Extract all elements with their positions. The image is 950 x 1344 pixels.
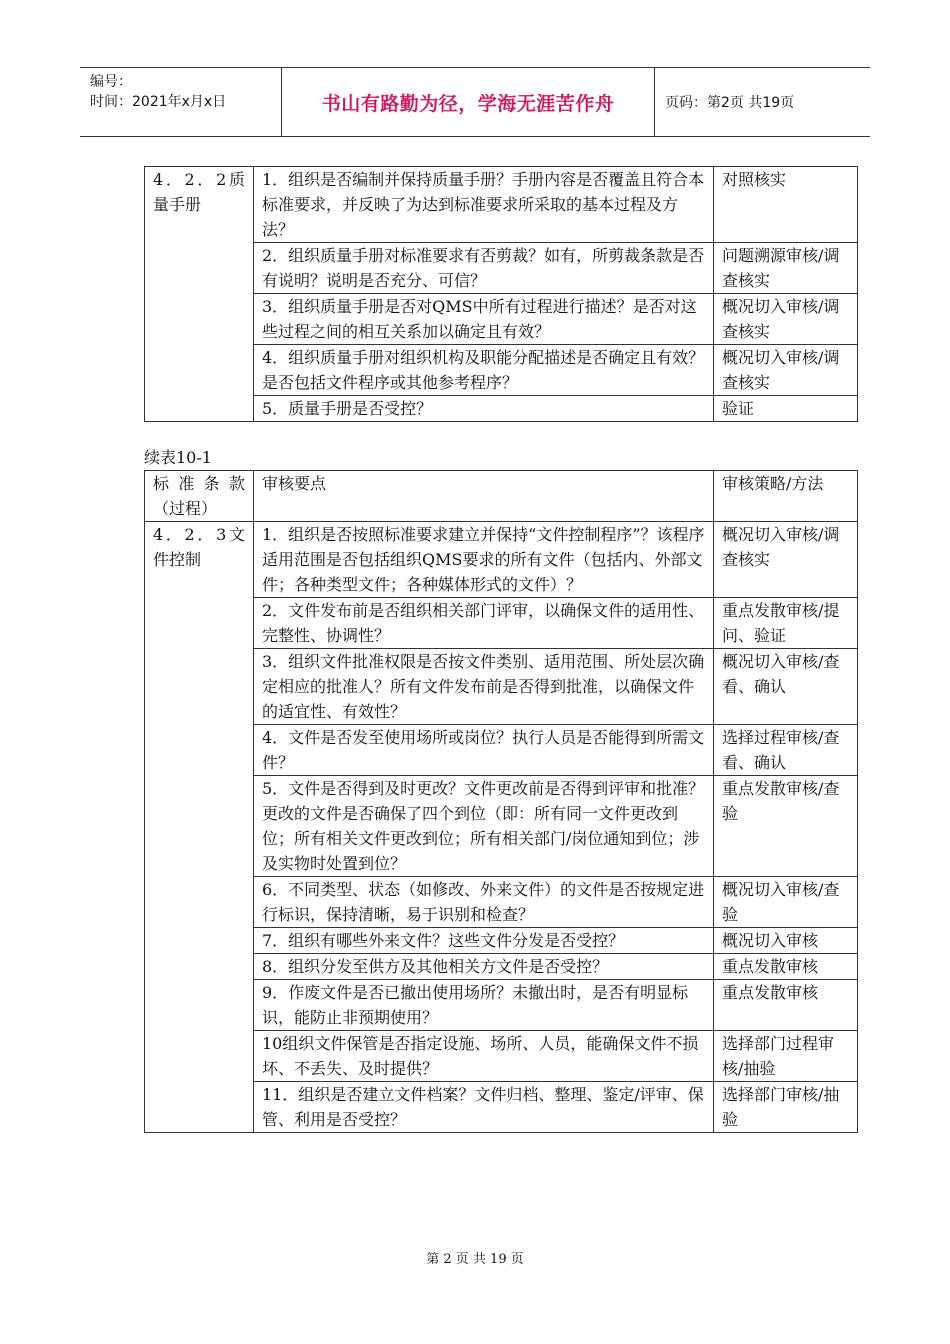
clause-cell: 4．2．3文件控制 bbox=[145, 522, 254, 1133]
audit-method-cell: 对照核实 bbox=[714, 167, 858, 243]
time-label: 时间：2021年x月x日 bbox=[90, 94, 227, 110]
audit-method-cell: 概况切入审核/调查核实 bbox=[714, 294, 858, 345]
audit-point-cell: 1．组织是否编制并保持质量手册？手册内容是否覆盖且符合本标准要求，并反映了为达到标准要求所采取的基本过程及方法？ bbox=[254, 167, 714, 243]
header-point: 审核要点 bbox=[254, 471, 714, 522]
audit-point-cell: 5．文件是否得到及时更改？文件更改前是否得到评审和批准？更改的文件是否确保了四个到位（即：所有同一文件更改到位；所有相关文件更改到位；所有相关部门/岗位通知到位；涉及实物时处置到位？ bbox=[254, 776, 714, 877]
header-method: 审核策略/方法 bbox=[714, 471, 858, 522]
audit-table-quality-manual bbox=[144, 166, 858, 422]
number-label: 编号： bbox=[90, 74, 132, 90]
clause-cell: 4．2．2质量手册 bbox=[145, 167, 254, 422]
audit-point-cell: 2．文件发布前是否组织相关部门评审，以确保文件的适用性、完整性、协调性？ bbox=[254, 598, 714, 649]
audit-point-cell: 8．组织分发至供方及其他相关方文件是否受控？ bbox=[254, 954, 714, 980]
audit-method-cell: 问题溯源审核/调查核实 bbox=[714, 243, 858, 294]
audit-method-cell: 概况切入审核/查看、确认 bbox=[714, 649, 858, 725]
header-motto: 书山有路勤为径，学海无涯苦作舟 bbox=[282, 68, 655, 136]
audit-point-cell: 11．组织是否建立文件档案？文件归档、整理、鉴定/评审、保管、利用是否受控？ bbox=[254, 1082, 714, 1133]
header-page-label: 页码：第2页 共19页 bbox=[665, 95, 795, 111]
page-footer: 第 2 页 共 19 页 bbox=[426, 1252, 524, 1267]
audit-point-cell: 3．组织文件批准权限是否按文件类别、适用范围、所处层次确定相应的批准人？所有文件发布前是否得到批准，以确保文件的适宜性、有效性？ bbox=[254, 649, 714, 725]
audit-method-cell: 概况切入审核/调查核实 bbox=[714, 522, 858, 598]
audit-point-cell: 2．组织质量手册对标准要求有否剪裁？如有，所剪裁条款是否有说明？说明是否充分、可信？ bbox=[254, 243, 714, 294]
audit-point-cell: 7．组织有哪些外来文件？这些文件分发是否受控？ bbox=[254, 928, 714, 954]
audit-point-cell: 1．组织是否按照标准要求建立并保持“文件控制程序”？该程序适用范围是否包括组织QMS要求的所有文件（包括内、外部文件；各种类型文件；各种媒体形式的文件）？ bbox=[254, 522, 714, 598]
audit-method-cell: 选择部门过程审核/抽验 bbox=[714, 1031, 858, 1082]
audit-point-cell: 9．作废文件是否已撤出使用场所？未撤出时，是否有明显标识，能防止非预期使用？ bbox=[254, 980, 714, 1031]
audit-point-cell: 6．不同类型、状态（如修改、外来文件）的文件是否按规定进行标识，保持清晰，易于识别和检查？ bbox=[254, 877, 714, 928]
audit-method-cell: 验证 bbox=[714, 396, 858, 422]
audit-method-cell: 概况切入审核/调查核实 bbox=[714, 345, 858, 396]
audit-method-cell: 概况切入审核/查验 bbox=[714, 877, 858, 928]
table-row bbox=[145, 167, 858, 243]
audit-method-cell: 概况切入审核 bbox=[714, 928, 858, 954]
header-clause: 标准条款（过程） bbox=[145, 471, 254, 522]
audit-method-cell: 选择过程审核/查看、确认 bbox=[714, 725, 858, 776]
audit-point-cell: 5．质量手册是否受控？ bbox=[254, 396, 714, 422]
audit-method-cell: 重点发散审核/查验 bbox=[714, 776, 858, 877]
audit-point-cell: 4．文件是否发至使用场所或岗位？执行人员是否能得到所需文件？ bbox=[254, 725, 714, 776]
audit-point-cell: 4．组织质量手册对组织机构及职能分配描述是否确定且有效？是否包括文件程序或其他参考程序？ bbox=[254, 345, 714, 396]
audit-method-cell: 选择部门审核/抽验 bbox=[714, 1082, 858, 1133]
table-row bbox=[145, 522, 858, 598]
page-header bbox=[80, 67, 870, 137]
audit-method-cell: 重点发散审核/提问、验证 bbox=[714, 598, 858, 649]
audit-table-document-control bbox=[144, 470, 858, 1133]
table-caption: 续表10-1 bbox=[144, 448, 212, 467]
table-header-row bbox=[145, 471, 858, 522]
audit-point-cell: 3．组织质量手册是否对QMS中所有过程进行描述？是否对这些过程之间的相互关系加以确定且有效？ bbox=[254, 294, 714, 345]
audit-point-cell: 10组织文件保管是否指定设施、场所、人员，能确保文件不损坏、不丢失、及时提供？ bbox=[254, 1031, 714, 1082]
header-meta bbox=[80, 68, 282, 136]
audit-method-cell: 重点发散审核 bbox=[714, 954, 858, 980]
audit-method-cell: 重点发散审核 bbox=[714, 980, 858, 1031]
